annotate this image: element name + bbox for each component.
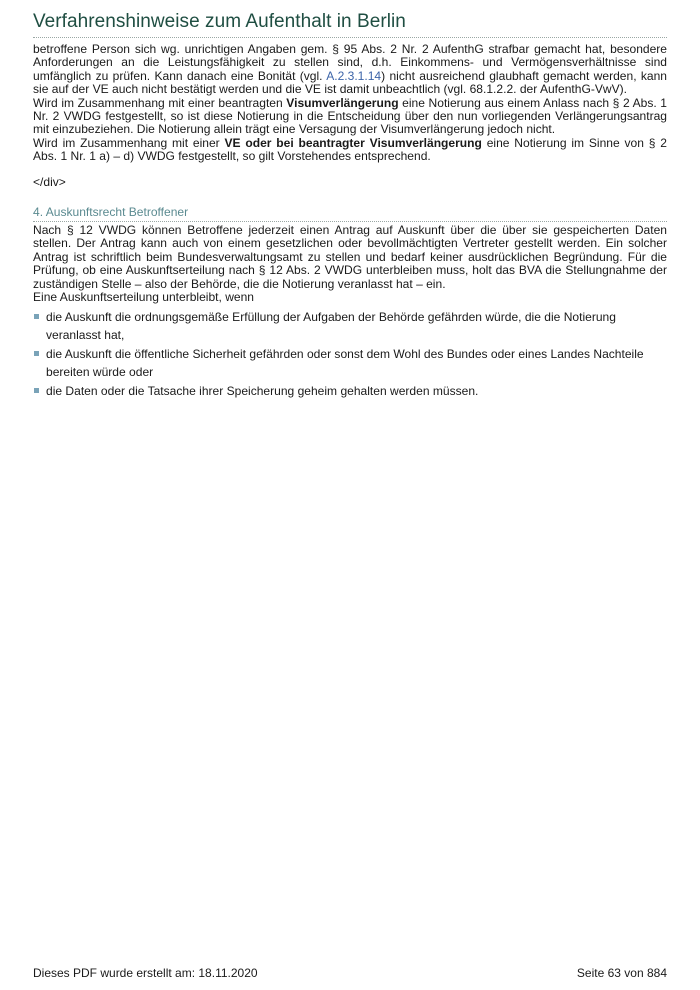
paragraph-text: ) nicht ausreichend glaubhaft gemacht werden, kann sie auf der VE auch nicht bestätigt werden und die VE ist damit unbeachtlich (vgl. 68.1.2.2. der AufenthG-VwV). (33, 68, 667, 97)
list-item-text: die Auskunft die ordnungsgemäße Erfüllung der Aufgaben der Behörde gefährden würde, die die Notierung veranlasst hat, (46, 309, 616, 342)
paragraph-text: eine Notierung aus einem Anlass nach § 2 Abs. 1 Nr. 2 VWDG festgestellt, so ist diese Notierung in die Entscheidung über den nun vorliegenden Verlängerungsantrag mit einzubeziehen. Die Notierung allein trägt eine Versagung der Visumverlängerung jedoch nicht. (33, 95, 667, 137)
main-content (33, 43, 667, 400)
paragraph-bonitaet (33, 43, 667, 97)
list-item-text: die Auskunft die öffentliche Sicherheit gefährden oder sonst dem Wohl des Bundes oder eines Landes Nachteile bereiten würde oder (46, 346, 644, 379)
paragraph-text: betroffene Person sich wg. unrichtigen Angaben gem. § 95 Abs. 2 Nr. 2 AufenthG strafbar gemacht hat, besondere Anforderungen an die Leistungsfähigkeit zu stellen sind, d.h. Einkommens- und Vermögensverhältnisse sind umfänglich zu prüfen. Kann danach eine Bonität (vgl. (33, 42, 667, 83)
square-bullet-icon (34, 388, 39, 393)
list-item-text: die Daten oder die Tatsache ihrer Speicherung geheim gehalten werden müssen. (46, 383, 479, 398)
paragraph-auskunft-intro: Eine Auskunftserteilung unterbleibt, wenn (33, 290, 255, 305)
list-item (43, 308, 667, 345)
footer-page-number: Seite 63 von 884 (576, 966, 667, 980)
reference-link-a-2-3-1-14[interactable]: A.2.3.1.14 (326, 68, 382, 83)
header-divider (33, 37, 667, 38)
section-heading-auskunftsrecht: 4. Auskunftsrecht Betroffener (33, 205, 189, 220)
square-bullet-icon (34, 351, 39, 356)
paragraph-auskunftsantrag: Nach § 12 VWDG können Betroffene jederzeit einen Antrag auf Auskunft über die über sie gespeicherten Daten stellen. Der Antrag kann auch von einem gesetzlichen oder bevollmächtigten Vertreter gestellt werden. Ein solcher Antrag ist schriftlich beim Bundesverwaltungsamt zu stellen und bedarf keiner ausdrücklichen Begründung. Für die Prüfung, ob eine Auskunftserteilung nach § 12 Abs. 2 VWDG unterbleiben muss, holt das BVA die Stellungnahme der zuständigen Stelle – also der Behörde, die die Notierung veranlasst hat – ein. (33, 223, 667, 291)
paragraph-visumverlaengerung (33, 97, 667, 137)
paragraph-ve-visumverlaengerung (33, 137, 667, 164)
list-item (43, 382, 667, 401)
exclusion-list (33, 308, 667, 401)
paragraph-text: Wird im Zusammenhang mit einer beantragten (33, 95, 287, 110)
section-divider (33, 221, 667, 222)
list-item (43, 345, 667, 382)
html-end-tag-text: </div> (33, 174, 66, 189)
bold-term: VE oder bei beantragter Visumverlängerung (224, 135, 482, 150)
bold-term: Visumverlängerung (286, 95, 399, 110)
square-bullet-icon (34, 314, 39, 319)
footer-created-date: Dieses PDF wurde erstellt am: 18.11.2020 (33, 966, 258, 980)
page-header-title: Verfahrenshinweise zum Aufenthalt in Berlin (33, 11, 406, 32)
paragraph-text: eine Notierung im Sinne von § 2 Abs. 1 Nr. 1 a) – d) VWDG festgestellt, so gilt Vorstehendes entsprechend. (33, 135, 667, 164)
paragraph-text: Wird im Zusammenhang mit einer (33, 135, 225, 150)
document-page (33, 0, 667, 990)
